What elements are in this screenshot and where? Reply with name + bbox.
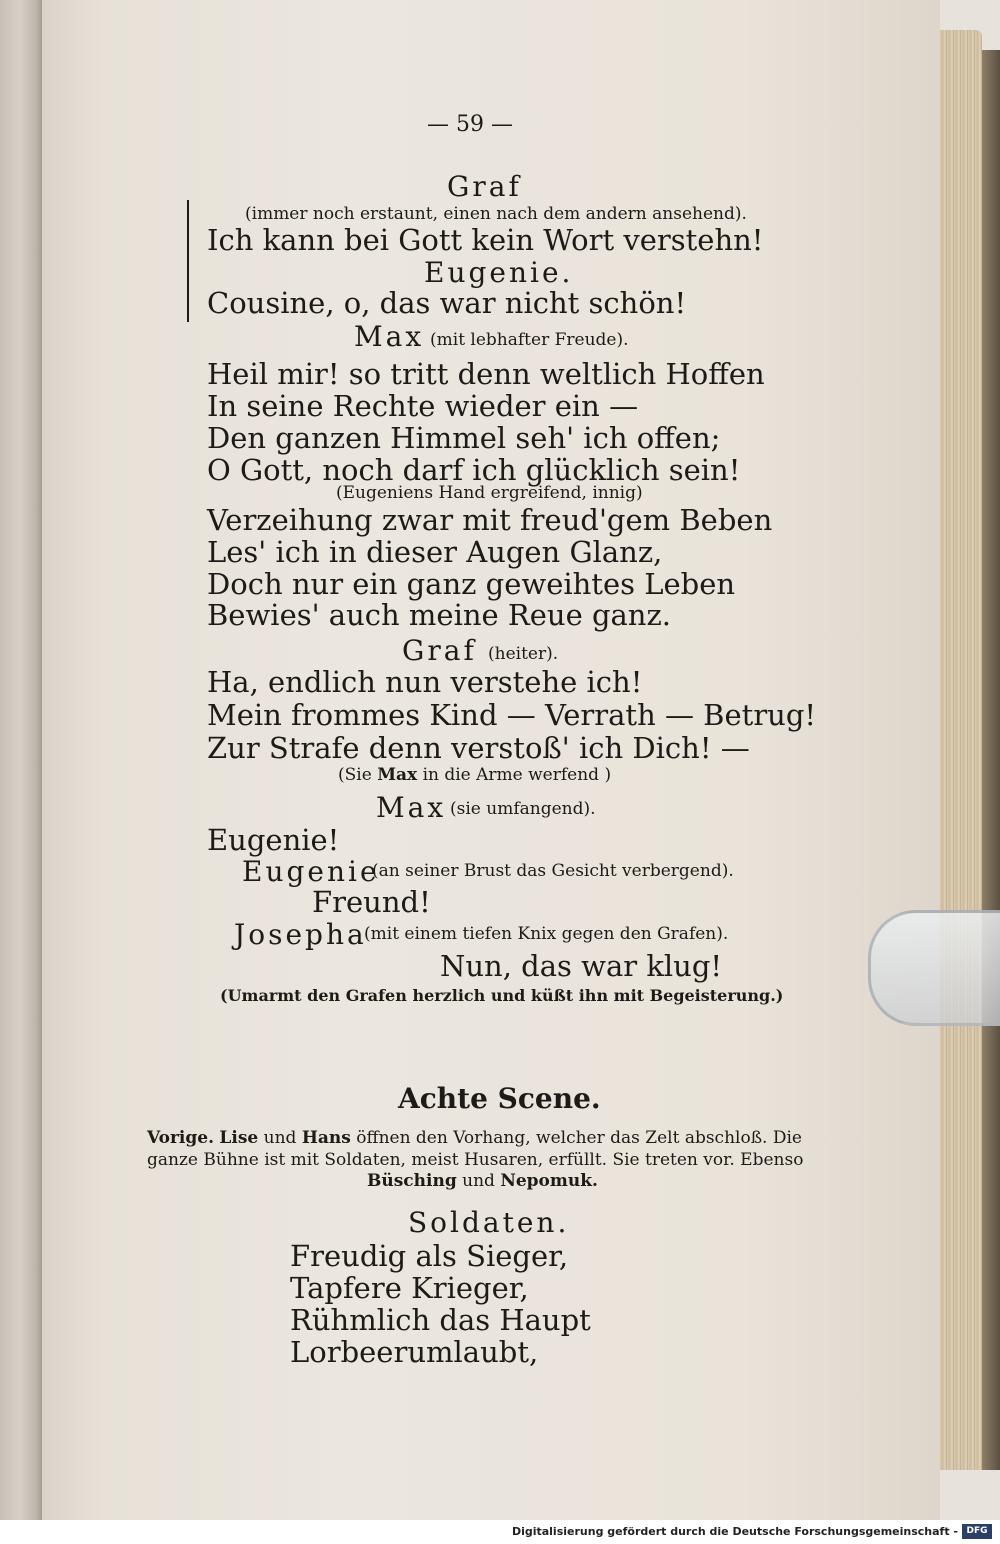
direction-text: und [263,1128,297,1148]
speaker-josepha: Josepha [234,918,367,951]
verse-line: Nun, das war klug! [440,949,723,983]
stage-direction: (immer noch erstaunt, einen nach dem andern ansehend). [245,204,747,224]
verse-line: Freund! [312,885,431,919]
verse-line: Bewies' auch meine Reue ganz. [207,598,671,632]
verse-line: Zur Strafe denn verstoß' ich Dich! — [207,731,750,765]
speaker-soldaten: Soldaten. [408,1206,570,1239]
book-cover-edge [982,50,1000,1470]
verse-line: Eugenie! [207,823,340,857]
speaker-max: Max [376,791,447,824]
direction-name: Vorige. [147,1128,215,1148]
direction-text: öffnen den Vorhang, welcher das Zelt abschloß. Die [356,1128,802,1148]
verse-line: Les' ich in dieser Augen Glanz, [207,535,663,569]
page-edge-stack [940,30,982,1470]
verse-line: O Gott, noch darf ich glücklich sein! [207,453,741,487]
verse-line: Tapfere Krieger, [290,1271,529,1305]
verse-line: Den ganzen Himmel seh' ich offen; [207,421,721,455]
stage-direction: (Eugeniens Hand ergreifend, innig) [336,483,643,503]
dfg-logo: DFG [962,1524,992,1539]
funding-notice: Digitalisierung gefördert durch die Deutsche Forschungsgemeinschaft - [511,1525,958,1538]
verse-line: Mein frommes Kind — Verrath — Betrug! [207,698,817,732]
verse-line: Doch nur ein ganz geweihtes Leben [207,567,736,601]
speaker-eugenie: Eugenie [242,855,380,888]
direction-name: Max [377,765,418,785]
verse-line: Rühmlich das Haupt [290,1303,591,1337]
speaker-eugenie: Eugenie. [424,256,574,289]
verse-line: Verzeihung zwar mit freud'gem Beben [207,503,773,537]
stage-direction: (sie umfangend). [450,799,596,819]
stage-direction: (mit einem tiefen Knix gegen den Grafen). [364,924,729,944]
stage-direction: (heiter). [488,644,559,664]
direction-text: in die Arme werfend ) [422,765,612,785]
page-clip [868,910,1000,1026]
verse-line: In seine Rechte wieder ein — [207,389,639,423]
stage-direction: (mit lebhafter Freude). [430,330,629,350]
stage-description [147,1128,802,1148]
page-number: — 59 — [427,112,513,137]
speaker-graf: Graf [447,170,522,203]
verse-line: Ha, endlich nun verstehe ich! [207,665,643,699]
speaker-brace [187,200,203,322]
verse-line: Ich kann bei Gott kein Wort verstehn! [207,223,764,257]
direction-text: und [462,1171,495,1191]
speaker-max: Max [354,320,425,353]
stage-direction: (an seiner Brust das Gesicht verbergend). [372,861,734,881]
footer-bar [0,1520,1000,1544]
direction-name: Büsching [367,1171,457,1191]
direction-name: Nepomuk. [500,1171,598,1191]
verse-line: Heil mir! so tritt denn weltlich Hoffen [207,357,765,391]
direction-text: (Sie [338,765,372,785]
verse-line: Cousine, o, das war nicht schön! [207,286,687,320]
direction-name: Lise [219,1128,259,1148]
scene-heading: Achte Scene. [398,1082,601,1115]
direction-name: Hans [301,1128,351,1148]
book-page [42,0,940,1520]
stage-direction [338,765,611,785]
stage-description: ganze Bühne ist mit Soldaten, meist Husaren, erfüllt. Sie treten vor. Ebenso [147,1150,804,1170]
stage-direction: (Umarmt den Grafen herzlich und küßt ihn mit Begeisterung.) [220,986,784,1005]
book-gutter [0,0,42,1520]
verse-line: Freudig als Sieger, [290,1239,569,1273]
stage-description [367,1171,598,1191]
verse-line: Lorbeerumlaubt, [290,1335,539,1369]
speaker-graf: Graf [402,634,477,667]
